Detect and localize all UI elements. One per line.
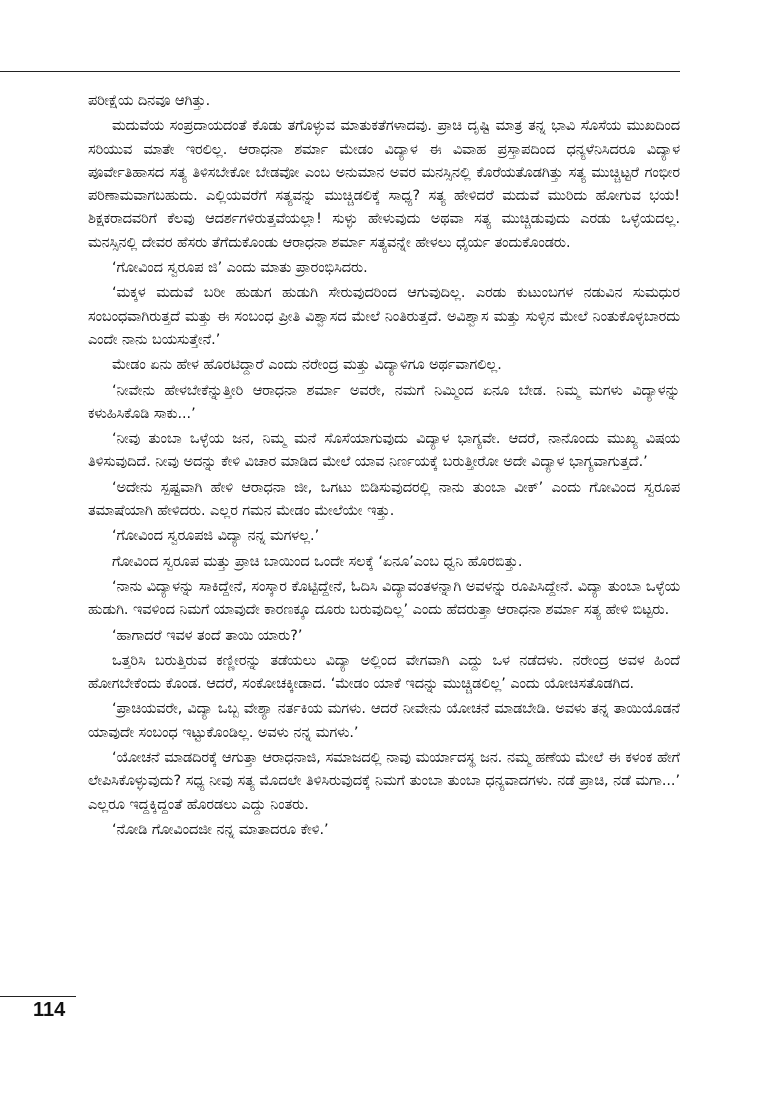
paragraph: ಮದುವೆಯ ಸಂಪ್ರದಾಯದಂತೆ ಕೊಡು ತಗೊಳ್ಳುವ ಮಾತುಕತೆಗಳಾದವು. ಪ್ರಾಚಿ ದೃಷ್ಟಿ ಮಾತ್ರ ತನ್ನ ಭಾವಿ ಸೊಸೆಯ ಮುಖದಿಂದ ಸರಿಯುವ ಮಾತೇ ಇರಲಿಲ್ಲ. ಆರಾಧನಾ ಶರ್ಮಾ ಮೇಡಂ ವಿದ್ಯಾಳ ಈ ವಿವಾಹ ಪ್ರಸ್ತಾಪದಿಂದ ಧನ್ಯಳೆನಿಸಿದರೂ ವಿದ್ಯಾಳ ಪೂರ್ವೇತಿಹಾಸದ ಸತ್ಯ ತಿಳಿಸಬೇಕೋ ಬೇಡವೋ ಎಂಬ ಅನುಮಾನ ಅವರ ಮನಸ್ಸಿನಲ್ಲಿ ಕೊರೆಯತೊಡಗಿತ್ತು ಸತ್ಯ ಮುಚ್ಚಿಟ್ಟರೆ ಗಂಭೀರ ಪರಿಣಾಮವಾಗಬಹುದು. ಎಲ್ಲಿಯವರೆಗೆ ಸತ್ಯವನ್ನು ಮುಚ್ಚಿಡಲಿಕ್ಕೆ ಸಾಧ್ಯ? ಸತ್ಯ ಹೇಳಿದರೆ ಮದುವೆ ಮುರಿದು ಹೋಗುವ ಭಯ! ಶಿಕ್ಷಕರಾದವರಿಗೆ ಕೆಲವು ಆದರ್ಶಗಳಿರುತ್ತವೆಯಲ್ಲಾ! ಸುಳ್ಳು ಹೇಳುವುದು ಅಥವಾ ಸತ್ಯ ಮುಚ್ಚಿಡುವುದು ಎರಡು ಒಳ್ಳೆಯದಲ್ಲ. ಮನಸ್ಸಿನಲ್ಲಿ ದೇವರ ಹೆಸರು ತೆಗೆದುಕೊಂಡು ಆರಾಧನಾ ಶರ್ಮಾ ಸತ್ಯವನ್ನೇ ಹೇಳಲು ಧೈರ್ಯ ತಂದುಕೊಂಡರು. <box>88 118 680 251</box>
paragraph: ‘ಹಾಗಾದರೆ ಇವಳ ತಂದೆ ತಾಯಿ ಯಾರು?’ <box>112 627 303 644</box>
paragraph: ‘ನಾನು ವಿದ್ಯಾಳನ್ನು ಸಾಕಿದ್ದೇನೆ, ಸಂಸ್ಕಾರ ಕೊಟ್ಟಿದ್ದೇನೆ, ಓದಿಸಿ ವಿದ್ಯಾವಂತಳನ್ನಾಗಿ ಅವಳನ್ನು ರೂಪಿಸಿದ್ದೇನೆ. ವಿದ್ಯಾ ತುಂಬಾ ಒಳ್ಳೆಯ ಹುಡುಗಿ. ಇವಳಿಂದ ನಿಮಗೆ ಯಾವುದೇ ಕಾರಣಕ್ಕೂ ದೂರು ಬರುವುದಿಲ್ಲ’ ಎಂದು ಹೆದರುತ್ತಾ ಆರಾಧನಾ ಶರ್ಮಾ ಸತ್ಯ ಹೇಳಿ ಬಿಟ್ಟರು. <box>88 578 680 619</box>
page-number: 114 <box>33 999 66 1021</box>
paragraph: ‘ನೋಡಿ ಗೋವಿಂದಜೀ ನನ್ನ ಮಾತಾದರೂ ಕೇಳಿ.’ <box>112 821 329 838</box>
body-text <box>88 90 680 844</box>
paragraph: ಒತ್ತರಿಸಿ ಬರುತ್ತಿರುವ ಕಣ್ಣೀರನ್ನು ತಡೆಯಲು ವಿದ್ಯಾ ಅಲ್ಲಿಂದ ವೇಗವಾಗಿ ಎದ್ದು ಒಳ ನಡೆದಳು. ನರೇಂದ್ರ ಅವಳ ಹಿಂದೆ ಹೋಗಬೇಕೆಂದು ಕೊಂಡ. ಆದರೆ, ಸಂಕೋಚಕ್ಕೀಡಾದ. ‘ಮೇಡಂ ಯಾಕೆ ಇದನ್ನು ಮುಚ್ಚಿಡಲಿಲ್ಲ’ ಎಂದು ಯೋಚಿಸತೊಡಗಿದ. <box>88 652 680 693</box>
paragraph: ಪರೀಕ್ಷೆಯ ದಿನವೂ ಆಗಿತ್ತು. <box>88 93 211 109</box>
paragraph: ‘ಯೋಚನೆ ಮಾಡದಿರಕ್ಕೆ ಆಗುತ್ತಾ ಆರಾಧನಾಜಿ, ಸಮಾಜದಲ್ಲಿ ನಾವು ಮರ್ಯಾದಸ್ಥ ಜನ. ನಮ್ಮ ಹಣೆಯ ಮೇಲೆ ಈ ಕಳಂಕ ಹೇಗೆ ಲೇಪಿಸಿಕೊಳ್ಳುವುದು? ಸಧ್ಯ ನೀವು ಸತ್ಯ ಮೊದಲೇ ತಿಳಿಸಿರುವುದಕ್ಕೆ ನಿಮಗೆ ತುಂಬಾ ತುಂಬಾ ಧನ್ಯವಾದಗಳು. ನಡೆ ಪ್ರಾಚಿ, ನಡೆ ಮಗಾ...’ ಎಲ್ಲರೂ ಇದ್ದಕ್ಕಿದ್ದಂತೆ ಹೊರಡಲು ಎದ್ದು ನಿಂತರು. <box>88 750 680 813</box>
paragraph: ‘ಗೋವಿಂದ ಸ್ವರೂಪ ಜಿ’ ಎಂದು ಮಾತು ಪ್ರಾರಂಭಿಸಿದರು. <box>112 260 368 277</box>
paragraph: ‘ಅದೇನು ಸ್ಪಷ್ಟವಾಗಿ ಹೇಳಿ ಆರಾಧನಾ ಜೀ, ಒಗಟು ಬಿಡಿಸುವುದರಲ್ಲಿ ನಾನು ತುಂಬಾ ವೀಕ್’ ಎಂದು ಗೋವಿಂದ ಸ್ವರೂಪ ತಮಾಷೆಯಾಗಿ ಹೇಳಿದರು. ಎಲ್ಲರ ಗಮನ ಮೇಡಂ ಮೇಲೆಯೇ ಇತ್ತು. <box>88 479 680 520</box>
header-rule <box>0 71 680 72</box>
paragraph: ‘ಗೋವಿಂದ ಸ್ವರೂಪಜಿ ವಿದ್ಯಾ ನನ್ನ ಮಗಳಲ್ಲ.’ <box>112 528 320 545</box>
paragraph: ‘ನೀವೇನು ಹೇಳಬೇಕೆನ್ನುತ್ತೀರಿ ಆರಾಧನಾ ಶರ್ಮಾ ಅವರೇ, ನಮಗೆ ನಿಮ್ಮಿಂದ ಏನೂ ಬೇಡ. ನಿಮ್ಮ ಮಗಳು ವಿದ್ಯಾಳನ್ನು ಕಳುಹಿಸಿಕೊಡಿ ಸಾಕು...’ <box>88 382 680 422</box>
paragraph: ‘ಪ್ರಾಚಿಯವರೇ, ವಿದ್ಯಾ ಒಬ್ಬ ವೇಶ್ಯಾ ನರ್ತಕಿಯ ಮಗಳು. ಆದರೆ ನೀವೇನು ಯೋಚನೆ ಮಾಡಬೇಡಿ. ಅವಳು ತನ್ನ ತಾಯಿಯೊಡನೆ ಯಾವುದೇ ಸಂಬಂಧ ಇಟ್ಟುಕೊಂಡಿಲ್ಲ. ಅವಳು ನನ್ನ ಮಗಳು.’ <box>88 701 680 741</box>
paragraph: ಗೋವಿಂದ ಸ್ವರೂಪ ಮತ್ತು ಪ್ರಾಚಿ ಬಾಯಿಂದ ಒಂದೇ ಸಲಕ್ಕೆ ‘ಏನೂ’ಎಂಬ ಧ್ವನಿ ಹೊರಬಿತ್ತು. <box>112 553 523 570</box>
paragraph: ‘ನೀವು ತುಂಬಾ ಒಳ್ಳೆಯ ಜನ, ನಿಮ್ಮ ಮನೆ ಸೊಸೆಯಾಗುವುದು ವಿದ್ಯಾಳ ಭಾಗ್ಯವೇ. ಆದರೆ, ನಾನೊಂದು ಮುಖ್ಯ ವಿಷಯ ತಿಳಿಸುವುದಿದೆ. ನೀವು ಅದನ್ನು ಕೇಳಿ ವಿಚಾರ ಮಾಡಿದ ಮೇಲೆ ಯಾವ ನಿರ್ಣಯಕ್ಕೆ ಬರುತ್ತೀರೋ ಅದೇ ವಿದ್ಯಾಳ ಭಾಗ್ಯವಾಗುತ್ತದೆ.’ <box>88 431 680 471</box>
paragraph: ಮೇಡಂ ಏನು ಹೇಳ ಹೊರಟಿದ್ದಾರೆ ಎಂದು ನರೇಂದ್ರ ಮತ್ತು ವಿದ್ಯಾಳಿಗೂ ಅರ್ಥವಾಗಲಿಲ್ಲ. <box>112 357 502 374</box>
paragraph: ‘ಮಕ್ಕಳ ಮದುವೆ ಬರೀ ಹುಡುಗ ಹುಡುಗಿ ಸೇರುವುದರಿಂದ ಆಗುವುದಿಲ್ಲ. ಎರಡು ಕುಟುಂಬಗಳ ನಡುವಿನ ಸುಮಧುರ ಸಂಬಂಧವಾಗಿರುತ್ತದೆ ಮತ್ತು ಈ ಸಂಬಂಧ ಪ್ರೀತಿ ವಿಶ್ವಾಸದ ಮೇಲೆ ನಿಂತಿರುತ್ತದೆ. ಅವಿಶ್ವಾಸ ಮತ್ತು ಸುಳ್ಳಿನ ಮೇಲೆ ನಿಂತುಕೊಳ್ಳಬಾರದು ಎಂದೇ ನಾನು ಬಯಸುತ್ತೇನೆ.’ <box>88 285 680 348</box>
